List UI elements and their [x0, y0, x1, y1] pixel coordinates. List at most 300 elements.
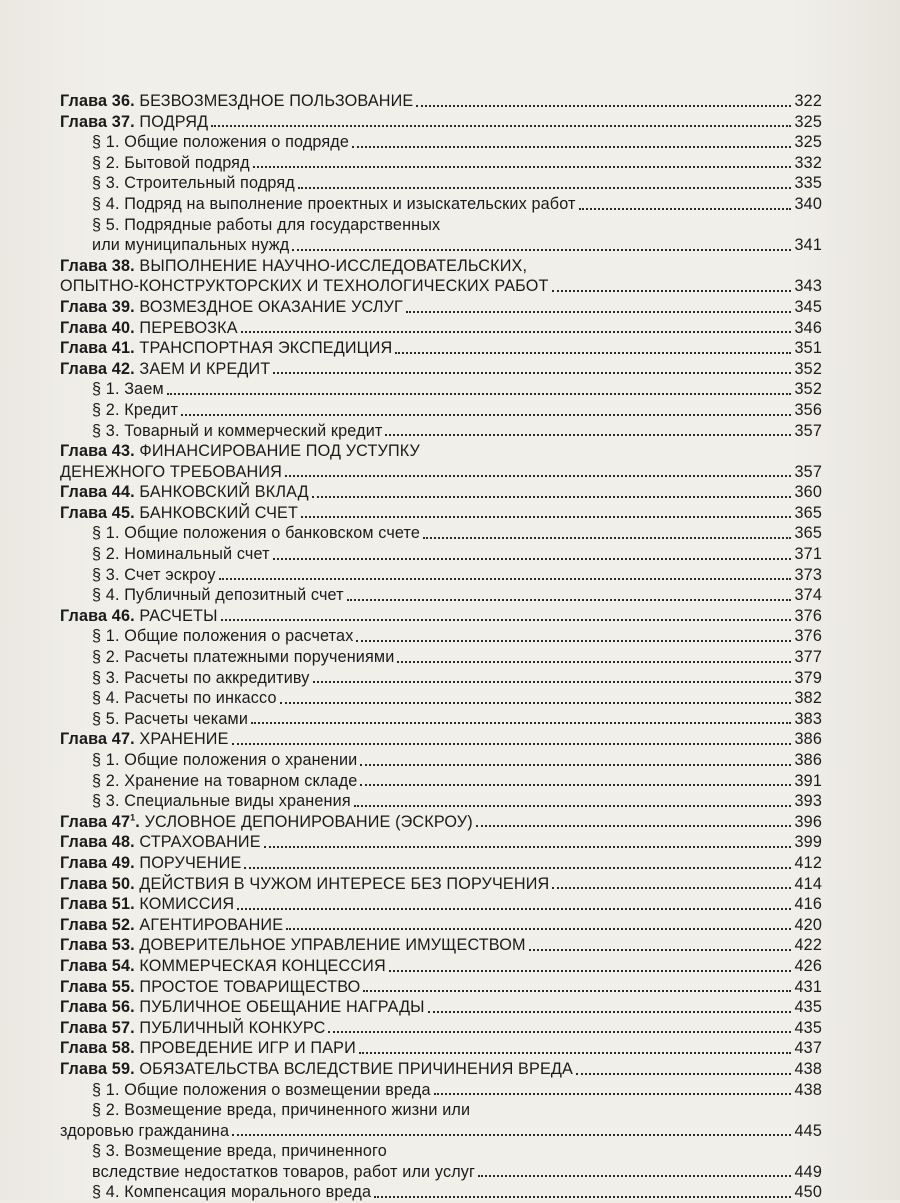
page-number: 325 [794, 133, 822, 152]
dot-leader [313, 681, 791, 683]
page-number: 379 [794, 668, 822, 687]
dot-leader [251, 722, 791, 724]
dot-leader [273, 372, 791, 374]
chapter-number-superscript: 1 [130, 812, 136, 823]
entry-label [60, 606, 218, 627]
dot-leader [312, 496, 791, 498]
dot-leader [292, 249, 791, 251]
section-entry [60, 626, 822, 647]
entry-label [60, 503, 298, 524]
dot-leader [389, 970, 791, 972]
entry-label [92, 400, 178, 421]
section-entry [60, 379, 822, 400]
entry-title: ПОРУЧЕНИЕ [139, 853, 242, 872]
entry-label [60, 112, 208, 133]
entry-title: ПОДРЯД [139, 112, 209, 131]
page-number: 416 [794, 895, 822, 914]
dot-leader [219, 578, 791, 580]
dot-leader [529, 949, 791, 951]
dot-leader [397, 661, 791, 663]
entry-title-continuation: ОПЫТНО-КОНСТРУКТОРСКИХ И ТЕХНОЛОГИЧЕСКИХ РАБОТ [60, 277, 549, 296]
entry-title: § 4. Публичный депозитный счет [92, 586, 344, 605]
entry-label [92, 709, 248, 730]
entry-label [92, 194, 576, 215]
entry-label [60, 997, 425, 1018]
section-entry [60, 1080, 822, 1101]
page-number: 352 [794, 380, 822, 399]
section-entry [60, 647, 822, 668]
chapter-number [60, 978, 135, 996]
dot-leader [385, 434, 791, 436]
dot-leader [552, 290, 791, 292]
page-number: 341 [794, 236, 822, 255]
dot-leader [298, 187, 791, 189]
entry-title-continuation: здоровью гражданина [60, 1121, 230, 1140]
section-entry [60, 215, 822, 236]
entry-label [60, 832, 261, 853]
chapter-number [60, 957, 135, 975]
dot-leader [211, 125, 791, 127]
entry-label [60, 91, 413, 112]
chapter-entry [60, 1038, 822, 1059]
section-entry [60, 400, 822, 421]
dot-leader [286, 928, 791, 930]
chapter-number-text: Глава 50. [60, 874, 135, 893]
chapter-number: Глава 38. [60, 256, 135, 275]
dot-leader [352, 146, 791, 148]
chapter-entry [60, 812, 822, 833]
dot-leader [328, 1031, 791, 1033]
chapter-entry [60, 977, 822, 998]
chapter-entry [60, 91, 822, 112]
entry-title: ПУБЛИЧНЫЙ КОНКУРС [139, 1018, 326, 1037]
chapter-entry [60, 894, 822, 915]
page-number: 422 [794, 936, 822, 955]
chapter-number-text: Глава 47 [60, 812, 131, 831]
entry-title-line [60, 256, 527, 277]
page-number: 449 [794, 1162, 822, 1181]
entry-title: ТРАНСПОРТНАЯ ЭКСПЕДИЦИЯ [139, 339, 393, 358]
entry-continuation [60, 235, 822, 256]
entry-title: БЕЗВОЗМЕЗДНОЕ ПОЛЬЗОВАНИЕ [139, 92, 414, 110]
chapter-entry [60, 874, 822, 895]
chapter-entry [60, 935, 822, 956]
section-entry [60, 421, 822, 442]
entry-label [60, 1059, 573, 1080]
entry-title-line [92, 1141, 387, 1162]
entry-title: ВЫПОЛНЕНИЕ НАУЧНО-ИССЛЕДОВАТЕЛЬСКИХ, [139, 256, 528, 275]
dot-leader [428, 1011, 791, 1013]
entry-label [92, 565, 216, 586]
dot-leader [285, 475, 791, 477]
entry-title-line [60, 441, 420, 462]
entry-title: ДЕЙСТВИЯ В ЧУЖОМ ИНТЕРЕСЕ БЕЗ ПОРУЧЕНИЯ [139, 874, 550, 893]
chapter-entry [60, 256, 822, 277]
chapter-entry [60, 482, 822, 503]
chapter-entry [60, 997, 822, 1018]
chapter-number [60, 936, 135, 954]
chapter-number-text: Глава 53. [60, 936, 135, 955]
page-number: 393 [794, 792, 822, 811]
entry-label [92, 153, 250, 174]
chapter-number [60, 113, 135, 131]
entry-label [92, 523, 420, 544]
page-number: 431 [794, 977, 822, 996]
page-number: 356 [794, 400, 822, 419]
entry-title: ВОЗМЕЗДНОЕ ОКАЗАНИЕ УСЛУГ [139, 297, 403, 316]
dot-leader [579, 208, 791, 210]
entry-label [92, 791, 351, 812]
chapter-number-text: Глава 52. [60, 915, 135, 934]
dot-leader [576, 1073, 791, 1075]
entry-title: ПЕРЕВОЗКА [139, 318, 238, 337]
page-number: 450 [794, 1183, 822, 1202]
section-entry [60, 544, 822, 565]
chapter-entry [60, 853, 822, 874]
dot-leader [395, 352, 791, 354]
entry-title: § 5. Расчеты чеками [92, 709, 249, 728]
page-number: 386 [794, 751, 822, 769]
page-number: 412 [794, 853, 822, 872]
entry-title: АГЕНТИРОВАНИЕ [139, 915, 284, 934]
entry-title: § 4. Компенсация морального вреда [92, 1183, 372, 1202]
entry-title: § 1. Общие положения о банковском счете [92, 524, 421, 543]
page-number: 438 [794, 1080, 822, 1099]
entry-title: § 3. Счет эскроу [92, 565, 216, 584]
entry-continuation [60, 462, 822, 483]
page-number: 420 [794, 915, 822, 934]
chapter-number [60, 1039, 135, 1057]
chapter-entry [60, 956, 822, 977]
chapter-number [60, 360, 135, 378]
page-number: 386 [794, 730, 822, 749]
dot-leader [244, 867, 791, 869]
entry-title: БАНКОВСКИЙ ВКЛАД [139, 483, 309, 502]
section-entry [60, 153, 822, 174]
chapter-number [60, 854, 135, 872]
chapter-number-text: Глава 57. [60, 1018, 135, 1037]
page-number: 383 [794, 709, 822, 728]
chapter-number-text: Глава 45. [60, 503, 135, 522]
entry-label [60, 482, 309, 503]
entry-label [60, 853, 241, 874]
entry-title: УСЛОВНОЕ ДЕПОНИРОВАНИЕ (ЭСКРОУ) [144, 812, 473, 831]
entry-label [92, 688, 277, 709]
entry-title: КОМИССИЯ [139, 895, 235, 914]
entry-label [60, 338, 392, 359]
page-number: 371 [794, 545, 822, 564]
entry-title: БАНКОВСКИЙ СЧЕТ [139, 503, 299, 522]
section-entry [60, 791, 822, 812]
entry-title: § 2. Кредит [92, 400, 179, 419]
section-entry [60, 709, 822, 730]
chapter-number-text: Глава 46. [60, 606, 135, 625]
entry-title: ПРОВЕДЕНИЕ ИГР И ПАРИ [139, 1039, 356, 1058]
page-number: 445 [794, 1121, 822, 1140]
entry-title: § 1. Заем [92, 380, 164, 399]
entry-label [92, 668, 310, 689]
dot-leader [406, 311, 791, 313]
dot-leader [360, 784, 791, 786]
dot-leader [434, 1093, 791, 1095]
entry-label [92, 750, 357, 771]
dot-leader [478, 1175, 791, 1177]
page-number: 357 [794, 462, 822, 481]
page-number: 426 [794, 956, 822, 975]
dot-leader [360, 764, 791, 766]
chapter-entry [60, 503, 822, 524]
chapter-number [60, 916, 135, 934]
chapter-number [60, 607, 135, 625]
chapter-entry [60, 1018, 822, 1039]
entry-label [60, 915, 283, 936]
chapter-number [60, 895, 135, 913]
chapter-number: Глава 43. [60, 442, 135, 461]
dot-leader [423, 537, 791, 539]
page-number: 365 [794, 503, 822, 522]
chapter-number-text: Глава 40. [60, 318, 135, 337]
chapter-number [60, 339, 135, 357]
chapter-entry [60, 112, 822, 133]
dot-leader [356, 640, 791, 642]
entry-label [92, 421, 382, 442]
section-entry [60, 668, 822, 689]
section-entry [60, 771, 822, 792]
entry-title: § 1. Общие положения о подряде [92, 133, 350, 152]
entry-title: § 3. Товарный и коммерческий кредит [92, 421, 383, 440]
chapter-number [60, 813, 140, 831]
chapter-entry [60, 1059, 822, 1080]
chapter-number-text: Глава 59. [60, 1059, 135, 1078]
entry-title-line [92, 215, 440, 236]
chapter-entry [60, 606, 822, 627]
chapter-number-text: Глава 42. [60, 359, 135, 378]
chapter-number-text: Глава 54. [60, 956, 135, 975]
chapter-number [60, 833, 135, 851]
dot-leader [253, 166, 791, 168]
dot-leader [280, 702, 791, 704]
page-number: 346 [794, 318, 822, 337]
entry-label [92, 626, 353, 647]
section-entry [60, 523, 822, 544]
entry-title: § 2. Номинальный счет [92, 545, 270, 564]
entry-title: СТРАХОВАНИЕ [139, 833, 261, 852]
chapter-number [60, 730, 135, 748]
chapter-number-text: Глава 55. [60, 977, 135, 996]
page-number: 332 [794, 153, 822, 172]
page-number: 351 [794, 339, 822, 358]
entry-title: § 4. Расчеты по инкассо [92, 689, 277, 708]
section-entry [60, 132, 822, 153]
chapter-number [60, 1019, 135, 1037]
entry-label [92, 585, 344, 606]
table-of-contents [60, 91, 822, 1203]
chapter-number-text: Глава 47. [60, 730, 135, 749]
entry-title: ЗАЕМ И КРЕДИТ [139, 359, 271, 378]
dot-leader [347, 599, 791, 601]
entry-title: § 4. Подряд на выполнение проектных и изыскательских работ [92, 194, 576, 213]
dot-leader [264, 846, 791, 848]
entry-title-continuation: или муниципальных нужд [92, 236, 290, 255]
entry-label [60, 1038, 356, 1059]
chapter-number [60, 298, 135, 316]
chapter-entry [60, 915, 822, 936]
page-number: 340 [794, 194, 822, 213]
entry-title: ФИНАНСИРОВАНИЕ ПОД УСТУПКУ [139, 442, 420, 461]
entry-continuation [60, 1162, 822, 1183]
entry-title: § 1. Общие положения о расчетах [92, 627, 354, 646]
chapter-number-text: Глава 48. [60, 833, 135, 852]
dot-leader [374, 1196, 791, 1198]
entry-title: КОММЕРЧЕСКАЯ КОНЦЕССИЯ [139, 956, 386, 975]
page-number: 435 [794, 1018, 822, 1037]
dot-leader [221, 619, 791, 621]
chapter-number-text: Глава 41. [60, 339, 135, 358]
chapter-entry [60, 318, 822, 339]
chapter-number-text: Глава 51. [60, 895, 135, 914]
entry-title: РАСЧЕТЫ [139, 606, 218, 625]
entry-label [92, 379, 164, 400]
section-entry [60, 1141, 822, 1162]
entry-label [60, 729, 229, 750]
page-number: 391 [794, 771, 822, 790]
page-number: 345 [794, 297, 822, 316]
page-number: 435 [794, 998, 822, 1017]
section-entry [60, 565, 822, 586]
entry-label [60, 297, 403, 318]
dot-leader [232, 743, 791, 745]
entry-label [92, 544, 270, 565]
entry-title-line [92, 1100, 470, 1121]
dot-leader [237, 908, 791, 910]
page-number: 343 [794, 277, 822, 296]
page-number: 352 [794, 359, 822, 378]
page-number: 376 [794, 627, 822, 646]
chapter-number [60, 483, 135, 501]
chapter-number-text: Глава 39. [60, 297, 135, 316]
entry-label [92, 771, 357, 792]
page-number: 360 [794, 483, 822, 502]
entry-title: ОБЯЗАТЕЛЬСТВА ВСЛЕДСТВИЕ ПРИЧИНЕНИЯ ВРЕДА [139, 1059, 573, 1078]
chapter-number [60, 998, 135, 1016]
chapter-number-text: Глава 56. [60, 998, 135, 1017]
entry-title: § 5. Подрядные работы для государственных [92, 215, 441, 234]
section-entry [60, 688, 822, 709]
page-number: 396 [794, 812, 822, 831]
entry-title: ХРАНЕНИЕ [139, 730, 229, 749]
entry-continuation [60, 1121, 822, 1142]
chapter-number [60, 504, 135, 522]
chapter-number [60, 875, 135, 893]
chapter-number [60, 319, 135, 337]
chapter-entry [60, 729, 822, 750]
dot-leader [232, 1134, 791, 1136]
chapter-entry [60, 338, 822, 359]
page-number: 322 [794, 92, 822, 110]
dot-leader [552, 887, 791, 889]
entry-label [60, 1018, 325, 1039]
entry-title: § 3. Специальные виды хранения [92, 792, 351, 811]
chapter-entry [60, 441, 822, 462]
chapter-number-text: Глава 36. [60, 92, 135, 110]
page-number: 374 [794, 586, 822, 605]
section-entry [60, 194, 822, 215]
entry-title: § 3. Возмещение вреда, причиненного [92, 1142, 387, 1161]
page-number: 373 [794, 565, 822, 584]
chapter-number-text: Глава 49. [60, 853, 135, 872]
entry-title: § 2. Бытовой подряд [92, 153, 250, 172]
section-entry [60, 1100, 822, 1121]
entry-label [60, 956, 386, 977]
entry-label [60, 894, 234, 915]
entry-continuation [60, 276, 822, 297]
section-entry [60, 750, 822, 771]
entry-title: ДОВЕРИТЕЛЬНОЕ УПРАВЛЕНИЕ ИМУЩЕСТВОМ [139, 936, 526, 955]
entry-title: § 3. Строительный подряд [92, 174, 295, 193]
dot-leader [301, 516, 791, 518]
page-number: 335 [794, 174, 822, 193]
page-number: 399 [794, 833, 822, 852]
chapter-entry [60, 832, 822, 853]
chapter-entry [60, 297, 822, 318]
entry-label [92, 173, 295, 194]
page-number: 357 [794, 421, 822, 440]
page-number: 437 [794, 1039, 822, 1058]
entry-title: ПРОСТОЕ ТОВАРИЩЕСТВО [139, 977, 361, 996]
chapter-number-suffix: . [135, 812, 140, 831]
entry-title: § 3. Расчеты по аккредитиву [92, 668, 310, 687]
dot-leader [354, 805, 791, 807]
chapter-number-text: Глава 37. [60, 112, 135, 131]
entry-title-continuation: ДЕНЕЖНОГО ТРЕБОВАНИЯ [60, 462, 283, 481]
page-number: 377 [794, 648, 822, 667]
dot-leader [273, 558, 791, 560]
entry-label [60, 977, 360, 998]
entry-label [92, 1080, 431, 1101]
page-number: 438 [794, 1059, 822, 1078]
entry-label [92, 132, 349, 153]
entry-title: ПУБЛИЧНОЕ ОБЕЩАНИЕ НАГРАДЫ [139, 998, 425, 1017]
chapter-number [60, 1060, 135, 1078]
dot-leader [167, 393, 791, 395]
entry-title-continuation: вследствие недостатков товаров, работ или услуг [92, 1162, 476, 1181]
chapter-number-text: Глава 44. [60, 483, 135, 502]
chapter-entry [60, 359, 822, 380]
page-number: 365 [794, 524, 822, 543]
dot-leader [181, 414, 791, 416]
section-entry [60, 585, 822, 606]
section-entry [60, 173, 822, 194]
entry-title: § 2. Хранение на товарном складе [92, 771, 358, 790]
entry-label [60, 359, 270, 380]
dot-leader [476, 825, 791, 827]
dot-leader [241, 331, 791, 333]
entry-label [92, 647, 394, 668]
entry-title: § 1. Общие положения о хранении [92, 751, 358, 769]
page-number: 382 [794, 689, 822, 708]
page-number: 414 [794, 874, 822, 893]
page-number: 376 [794, 606, 822, 625]
page-number: 325 [794, 112, 822, 131]
entry-label [60, 935, 526, 956]
entry-label [60, 812, 473, 833]
dot-leader [416, 105, 791, 107]
entry-label [60, 874, 549, 895]
entry-label [60, 318, 238, 339]
dot-leader [359, 1052, 791, 1054]
entry-title: § 2. Возмещение вреда, причиненного жизни или [92, 1101, 471, 1120]
entry-title: § 2. Расчеты платежными поручениями [92, 648, 395, 667]
